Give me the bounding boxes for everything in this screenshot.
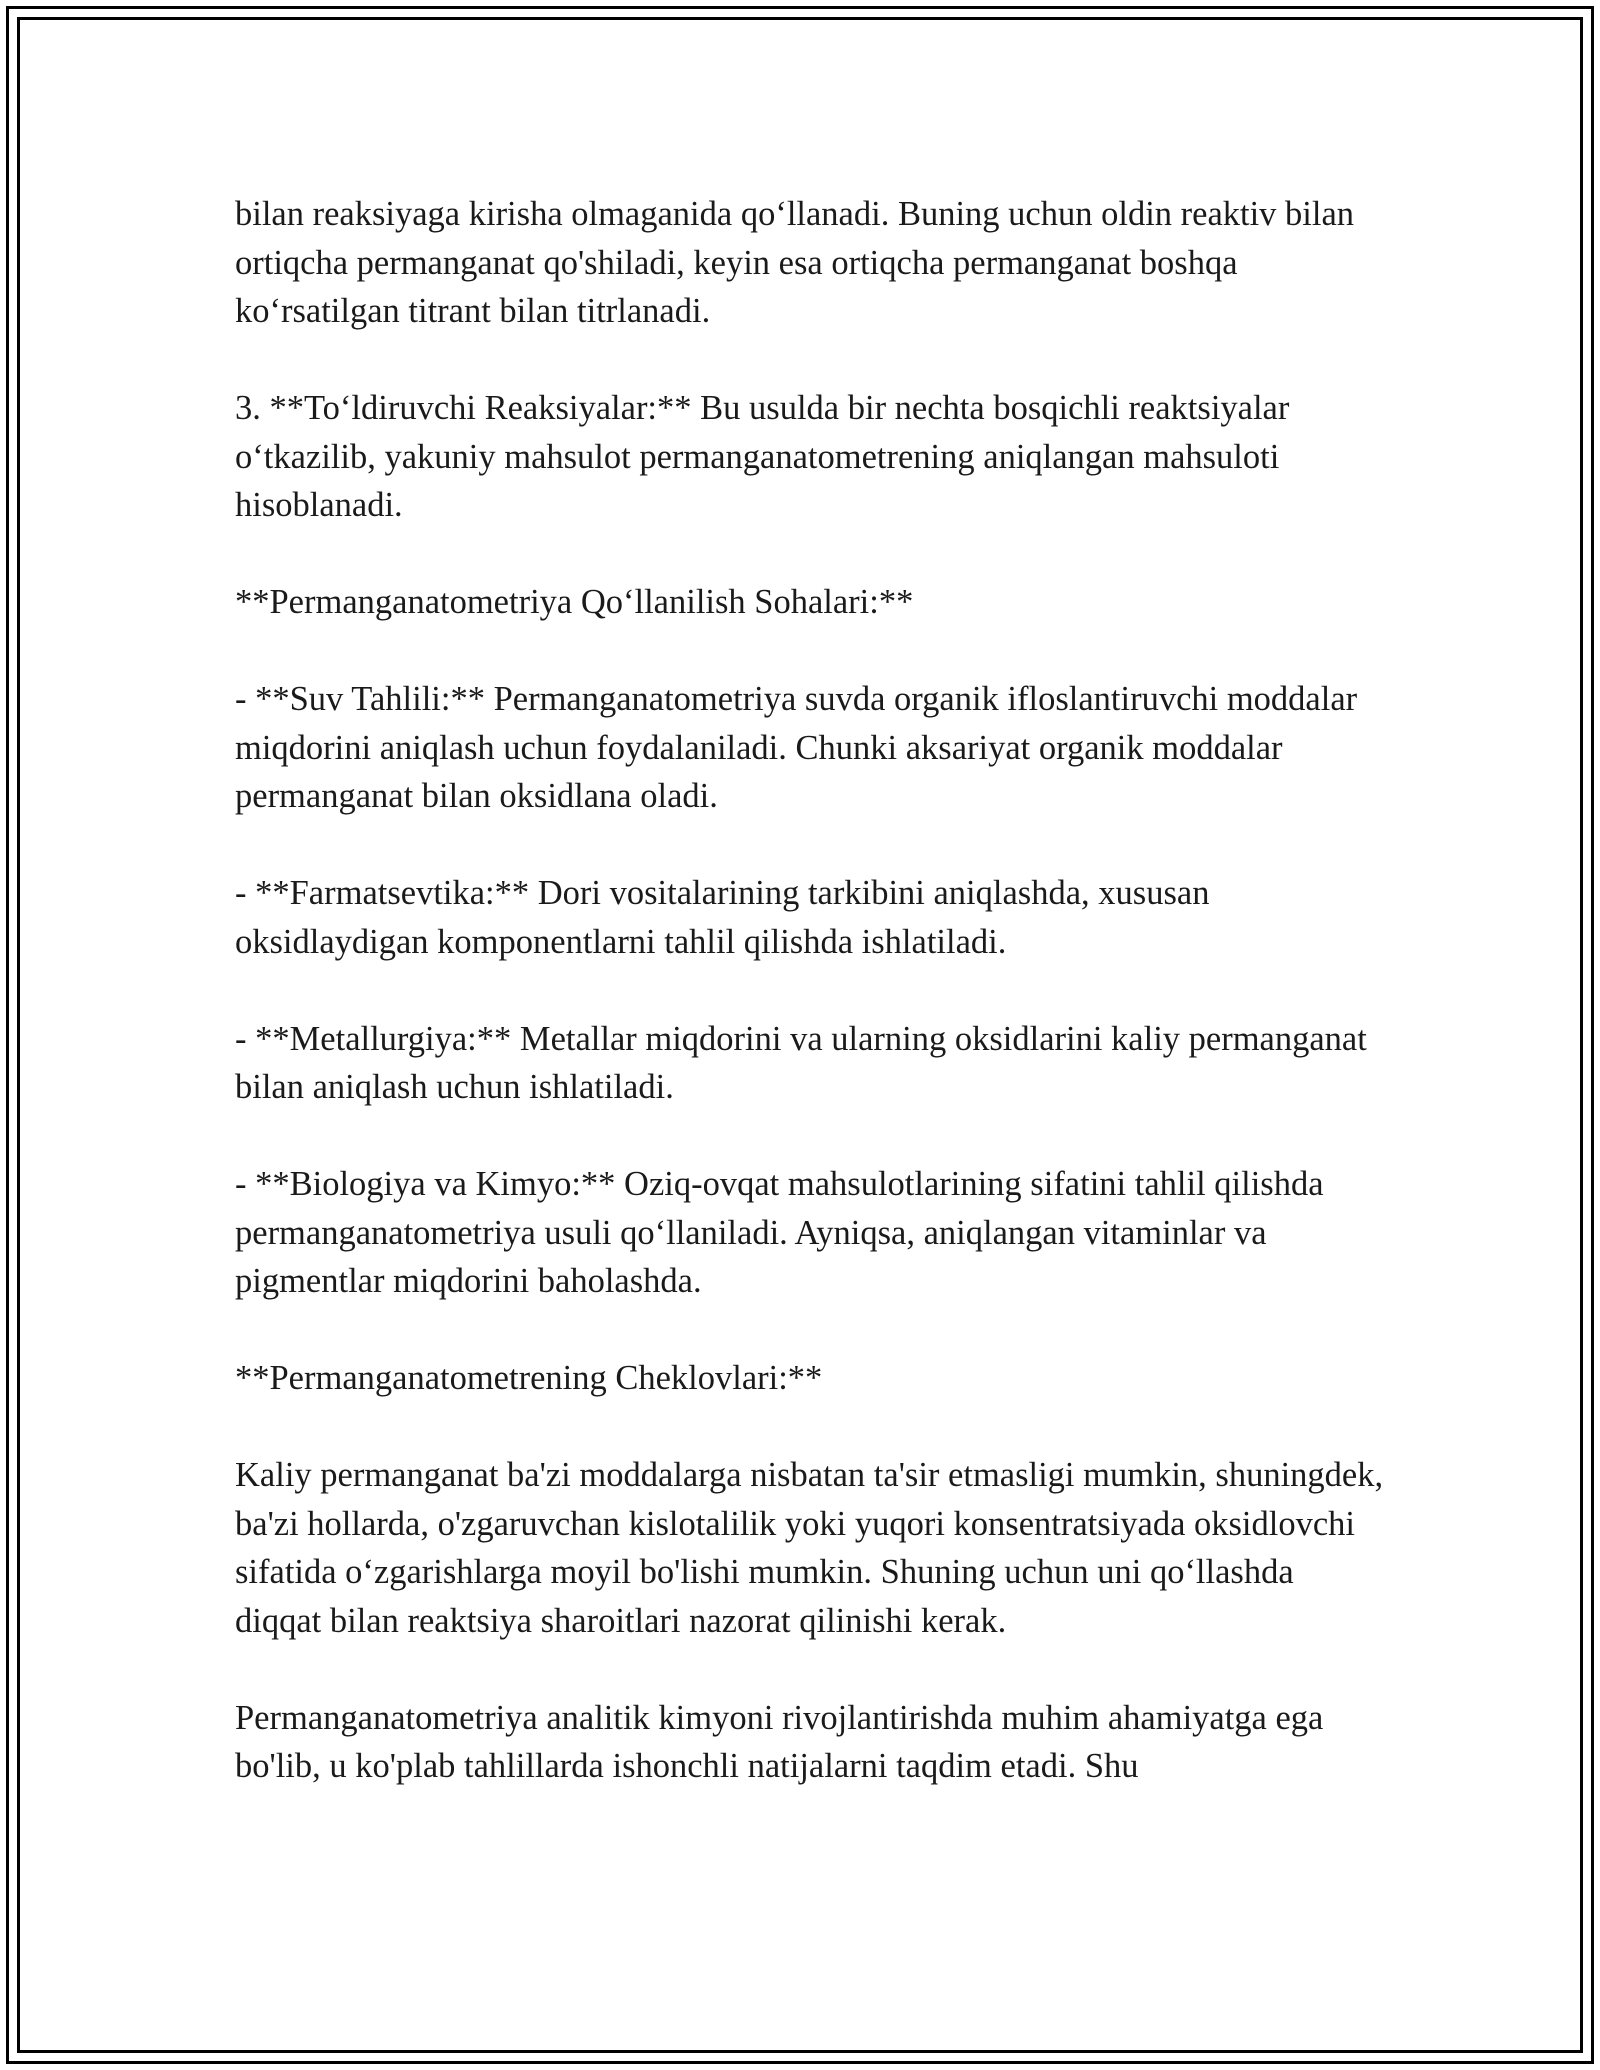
list-item-water-analysis: - **Suv Tahlili:** Permanganatometriya suvda organik ifloslantiruvchi moddalar miqdorini aniqlash uchun foydalaniladi. Chunki aksariyat organik moddalar permanganat bilan oksidlana oladi. xyxy=(235,680,1358,815)
list-item-biology-chemistry: - **Biologiya va Kimyo:** Oziq-ovqat mahsulotlarining sifatini tahlil qilishda permanganatometriya usuli qo‘llaniladi. Ayniqsa, aniqlangan vitaminlar va pigmentlar miqdorini baholashda. xyxy=(235,1165,1324,1300)
paragraph-limitations: Kaliy permanganat ba'zi moddalarga nisbatan ta'sir etmasligi mumkin, shuningdek, ba'zi hollarda, o'zgaruvchan kislotalilik yoki yuqori konsentratsiyada oksidlovchi sifatida o‘zgarishlarga moyil bo'lishi mumkin. Shuning uchun uni qo‘llashda diqqat bilan reaktsiya sharoitlari nazorat qilinishi kerak. xyxy=(235,1456,1384,1640)
document-body xyxy=(235,190,1385,1791)
paragraph-filling-reactions: 3. **To‘ldiruvchi Reaksiyalar:** Bu usulda bir nechta bosqichli reaktsiyalar o‘tkazilib, yakuniy mahsulot permanganatometrening aniqlangan mahsuloti hisoblanadi. xyxy=(235,389,1290,524)
heading-limitations: **Permanganatometrening Cheklovlari:** xyxy=(235,1359,823,1397)
paragraph-back-titration: bilan reaksiyaga kirisha olmaganida qo‘llanadi. Buning uchun oldin reaktiv bilan ortiqcha permanganat qo'shiladi, keyin esa ortiqcha permanganat boshqa ko‘rsatilgan titrant bilan titrlanadi. xyxy=(235,195,1355,330)
paragraph-conclusion: Permanganatometriya analitik kimyoni rivojlantirishda muhim ahamiyatga ega bo'lib, u ko'plab tahlillarda ishonchli natijalarni taqdim etadi. Shu xyxy=(235,1698,1324,1785)
heading-application-areas: **Permanganatometriya Qo‘llanilish Sohalari:** xyxy=(235,583,914,621)
list-item-pharmaceutics: - **Farmatsevtika:** Dori vositalarining tarkibini aniqlashda, xususan oksidlaydigan komponentlarni tahlil qilishda ishlatiladi. xyxy=(235,874,1210,961)
list-item-metallurgy: - **Metallurgiya:** Metallar miqdorini va ularning oksidlarini kaliy permanganat bilan aniqlash uchun ishlatiladi. xyxy=(235,1019,1367,1106)
